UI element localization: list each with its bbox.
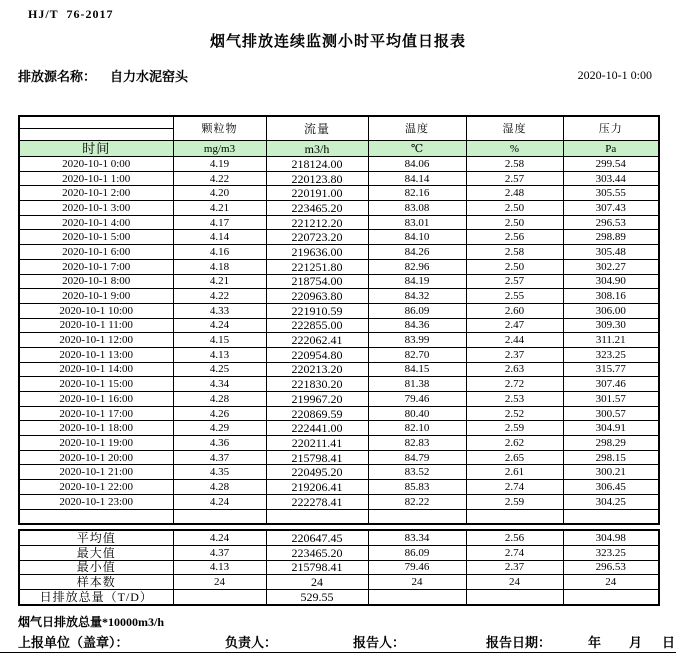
data-row bbox=[19, 230, 659, 245]
value-cell: 4.24 bbox=[173, 318, 266, 333]
year-label: 年 bbox=[588, 635, 602, 650]
page-title: 烟气排放连续监测小时平均值日报表 bbox=[209, 34, 466, 50]
value-cell: 83.08 bbox=[368, 201, 466, 216]
value-cell: 4.36 bbox=[173, 436, 266, 451]
time-cell: 2020-10-1 18:00 bbox=[19, 421, 173, 436]
value-cell: 220963.80 bbox=[266, 289, 368, 304]
value-cell: 84.14 bbox=[368, 171, 466, 186]
source-name-label: 排放源名称： bbox=[18, 69, 97, 84]
value-cell: 304.25 bbox=[563, 494, 659, 509]
value-cell: 4.24 bbox=[173, 494, 266, 509]
value-cell: 2.72 bbox=[466, 377, 563, 392]
value-cell: 2.62 bbox=[466, 436, 563, 451]
value-cell: 215798.41 bbox=[266, 450, 368, 465]
value-cell: 4.34 bbox=[173, 377, 266, 392]
value-cell: 311.21 bbox=[563, 333, 659, 348]
summary-table bbox=[18, 529, 660, 605]
value-cell bbox=[173, 589, 266, 604]
value-cell: 2.37 bbox=[466, 347, 563, 362]
time-cell: 2020-10-1 8:00 bbox=[19, 274, 173, 289]
data-row bbox=[19, 347, 659, 362]
data-row bbox=[19, 421, 659, 436]
value-cell: 82.83 bbox=[368, 436, 466, 451]
summary-label: 平均值 bbox=[19, 530, 173, 545]
data-row bbox=[19, 157, 659, 172]
value-cell: 4.28 bbox=[173, 392, 266, 407]
value-cell: 220213.20 bbox=[266, 362, 368, 377]
value-cell: 83.01 bbox=[368, 215, 466, 230]
summary-row bbox=[19, 545, 659, 560]
value-cell: 309.30 bbox=[563, 318, 659, 333]
value-cell: 84.15 bbox=[368, 362, 466, 377]
time-cell: 2020-10-1 0:00 bbox=[19, 157, 173, 172]
summary-label: 最大值 bbox=[19, 545, 173, 560]
responsible-person-label: 负责人： bbox=[225, 635, 278, 650]
value-cell: 2.50 bbox=[466, 259, 563, 274]
value-cell: 2.55 bbox=[466, 289, 563, 304]
data-row bbox=[19, 392, 659, 407]
value-cell: 84.32 bbox=[368, 289, 466, 304]
value-cell: 220211.41 bbox=[266, 436, 368, 451]
summary-row bbox=[19, 575, 659, 590]
day-label: 日 bbox=[662, 635, 676, 650]
value-cell: 82.22 bbox=[368, 494, 466, 509]
empty-cell bbox=[563, 509, 659, 524]
col-header-humidity: 湿度 bbox=[466, 116, 563, 141]
unit-humidity: % bbox=[466, 141, 563, 157]
reporting-unit-label: 上报单位（盖章）： bbox=[18, 635, 129, 650]
data-row bbox=[19, 333, 659, 348]
value-cell: 4.14 bbox=[173, 230, 266, 245]
value-cell: 2.74 bbox=[466, 545, 563, 560]
value-cell: 2.65 bbox=[466, 450, 563, 465]
time-cell: 2020-10-1 7:00 bbox=[19, 259, 173, 274]
value-cell: 4.20 bbox=[173, 186, 266, 201]
value-cell: 220495.20 bbox=[266, 465, 368, 480]
data-row bbox=[19, 436, 659, 451]
value-cell bbox=[563, 589, 659, 604]
summary-label: 最小值 bbox=[19, 560, 173, 575]
value-cell: 223465.20 bbox=[266, 545, 368, 560]
data-row bbox=[19, 289, 659, 304]
col-header-flow: 流量 bbox=[266, 116, 368, 141]
value-cell: 303.44 bbox=[563, 171, 659, 186]
value-cell: 221910.59 bbox=[266, 303, 368, 318]
data-row bbox=[19, 465, 659, 480]
value-cell: 2.56 bbox=[466, 230, 563, 245]
value-cell: 85.83 bbox=[368, 480, 466, 495]
value-cell: 2.48 bbox=[466, 186, 563, 201]
value-cell: 2.61 bbox=[466, 465, 563, 480]
value-cell: 220647.45 bbox=[266, 530, 368, 545]
value-cell: 83.34 bbox=[368, 530, 466, 545]
value-cell: 220123.80 bbox=[266, 171, 368, 186]
value-cell: 4.24 bbox=[173, 530, 266, 545]
value-cell: 24 bbox=[173, 575, 266, 590]
value-cell: 223465.20 bbox=[266, 201, 368, 216]
value-cell: 4.29 bbox=[173, 421, 266, 436]
value-cell: 220954.80 bbox=[266, 347, 368, 362]
value-cell: 4.33 bbox=[173, 303, 266, 318]
time-cell: 2020-10-1 21:00 bbox=[19, 465, 173, 480]
time-cell: 2020-10-1 13:00 bbox=[19, 347, 173, 362]
value-cell: 222278.41 bbox=[266, 494, 368, 509]
value-cell: 2.58 bbox=[466, 157, 563, 172]
value-cell: 219206.41 bbox=[266, 480, 368, 495]
time-cell: 2020-10-1 19:00 bbox=[19, 436, 173, 451]
value-cell: 82.96 bbox=[368, 259, 466, 274]
value-cell: 4.16 bbox=[173, 245, 266, 260]
value-cell: 2.44 bbox=[466, 333, 563, 348]
value-cell: 4.21 bbox=[173, 201, 266, 216]
unit-temperature: ℃ bbox=[368, 141, 466, 157]
value-cell: 2.53 bbox=[466, 392, 563, 407]
value-cell: 2.63 bbox=[466, 362, 563, 377]
col-header-temperature: 温度 bbox=[368, 116, 466, 141]
data-row bbox=[19, 450, 659, 465]
value-cell: 220723.20 bbox=[266, 230, 368, 245]
value-cell: 300.21 bbox=[563, 465, 659, 480]
time-cell: 2020-10-1 14:00 bbox=[19, 362, 173, 377]
time-cell: 2020-10-1 20:00 bbox=[19, 450, 173, 465]
value-cell: 4.22 bbox=[173, 171, 266, 186]
value-cell: 2.57 bbox=[466, 274, 563, 289]
empty-cell bbox=[368, 509, 466, 524]
value-cell: 305.55 bbox=[563, 186, 659, 201]
value-cell: 308.16 bbox=[563, 289, 659, 304]
value-cell: 219636.00 bbox=[266, 245, 368, 260]
value-cell: 323.25 bbox=[563, 545, 659, 560]
value-cell: 4.15 bbox=[173, 333, 266, 348]
value-cell: 307.43 bbox=[563, 201, 659, 216]
time-cell: 2020-10-1 16:00 bbox=[19, 392, 173, 407]
value-cell: 83.52 bbox=[368, 465, 466, 480]
time-cell: 2020-10-1 22:00 bbox=[19, 480, 173, 495]
value-cell: 222441.00 bbox=[266, 421, 368, 436]
value-cell: 299.54 bbox=[563, 157, 659, 172]
value-cell: 304.91 bbox=[563, 421, 659, 436]
time-cell: 2020-10-1 1:00 bbox=[19, 171, 173, 186]
value-cell: 220191.00 bbox=[266, 186, 368, 201]
time-cell: 2020-10-1 9:00 bbox=[19, 289, 173, 304]
value-cell: 84.10 bbox=[368, 230, 466, 245]
value-cell: 84.06 bbox=[368, 157, 466, 172]
value-cell: 529.55 bbox=[266, 589, 368, 604]
data-row bbox=[19, 274, 659, 289]
value-cell: 2.50 bbox=[466, 215, 563, 230]
units-row bbox=[19, 141, 659, 157]
standard-code: HJ/T 76-2017 bbox=[28, 7, 114, 21]
data-row bbox=[19, 186, 659, 201]
data-row bbox=[19, 362, 659, 377]
value-cell: 4.26 bbox=[173, 406, 266, 421]
col-header-pressure: 压力 bbox=[563, 116, 659, 141]
value-cell: 82.16 bbox=[368, 186, 466, 201]
value-cell: 84.26 bbox=[368, 245, 466, 260]
value-cell: 296.53 bbox=[563, 560, 659, 575]
value-cell: 4.21 bbox=[173, 274, 266, 289]
value-cell: 222062.41 bbox=[266, 333, 368, 348]
data-row bbox=[19, 318, 659, 333]
value-cell: 79.46 bbox=[368, 560, 466, 575]
time-cell: 2020-10-1 23:00 bbox=[19, 494, 173, 509]
value-cell: 4.28 bbox=[173, 480, 266, 495]
value-cell: 4.17 bbox=[173, 215, 266, 230]
time-cell: 2020-10-1 6:00 bbox=[19, 245, 173, 260]
value-cell: 2.56 bbox=[466, 530, 563, 545]
value-cell: 219967.20 bbox=[266, 392, 368, 407]
value-cell: 302.27 bbox=[563, 259, 659, 274]
data-row bbox=[19, 303, 659, 318]
value-cell: 2.37 bbox=[466, 560, 563, 575]
value-cell: 2.58 bbox=[466, 245, 563, 260]
time-cell: 2020-10-1 3:00 bbox=[19, 201, 173, 216]
value-cell: 4.19 bbox=[173, 157, 266, 172]
value-cell: 2.59 bbox=[466, 421, 563, 436]
time-cell: 2020-10-1 17:00 bbox=[19, 406, 173, 421]
empty-cell bbox=[466, 509, 563, 524]
value-cell: 24 bbox=[368, 575, 466, 590]
value-cell: 24 bbox=[563, 575, 659, 590]
reporter-label: 报告人： bbox=[353, 635, 406, 650]
time-column-header: 时间 bbox=[19, 141, 173, 157]
value-cell: 4.25 bbox=[173, 362, 266, 377]
value-cell: 4.22 bbox=[173, 289, 266, 304]
data-row bbox=[19, 480, 659, 495]
value-cell: 306.00 bbox=[563, 303, 659, 318]
value-cell: 86.09 bbox=[368, 303, 466, 318]
data-row bbox=[19, 377, 659, 392]
value-cell: 84.19 bbox=[368, 274, 466, 289]
value-cell: 304.98 bbox=[563, 530, 659, 545]
value-cell: 4.37 bbox=[173, 545, 266, 560]
value-cell: 4.37 bbox=[173, 450, 266, 465]
empty-cell bbox=[266, 509, 368, 524]
value-cell bbox=[466, 589, 563, 604]
time-cell: 2020-10-1 11:00 bbox=[19, 318, 173, 333]
data-row bbox=[19, 171, 659, 186]
month-label: 月 bbox=[629, 635, 643, 650]
value-cell: 2.57 bbox=[466, 171, 563, 186]
data-row bbox=[19, 215, 659, 230]
time-cell: 2020-10-1 4:00 bbox=[19, 215, 173, 230]
value-cell: 2.59 bbox=[466, 494, 563, 509]
unit-particulate: mg/m3 bbox=[173, 141, 266, 157]
data-row bbox=[19, 201, 659, 216]
value-cell: 79.46 bbox=[368, 392, 466, 407]
empty-cell bbox=[173, 509, 266, 524]
flow-unit-note: 烟气日排放总量*10000m3/h bbox=[18, 615, 165, 629]
value-cell: 306.45 bbox=[563, 480, 659, 495]
emission-source-row bbox=[18, 66, 188, 85]
value-cell: 84.36 bbox=[368, 318, 466, 333]
value-cell: 2.52 bbox=[466, 406, 563, 421]
value-cell: 215798.41 bbox=[266, 560, 368, 575]
time-cell: 2020-10-1 2:00 bbox=[19, 186, 173, 201]
value-cell: 220869.59 bbox=[266, 406, 368, 421]
value-cell: 222855.00 bbox=[266, 318, 368, 333]
report-table-area bbox=[18, 115, 658, 606]
time-cell: 2020-10-1 5:00 bbox=[19, 230, 173, 245]
value-cell: 2.47 bbox=[466, 318, 563, 333]
value-cell: 80.40 bbox=[368, 406, 466, 421]
value-cell: 298.15 bbox=[563, 450, 659, 465]
value-cell: 4.13 bbox=[173, 560, 266, 575]
value-cell: 221212.20 bbox=[266, 215, 368, 230]
value-cell: 323.25 bbox=[563, 347, 659, 362]
header-corner-bottom bbox=[19, 129, 173, 141]
value-cell: 218124.00 bbox=[266, 157, 368, 172]
value-cell: 81.38 bbox=[368, 377, 466, 392]
value-cell: 2.50 bbox=[466, 201, 563, 216]
value-cell: 298.29 bbox=[563, 436, 659, 451]
value-cell: 2.60 bbox=[466, 303, 563, 318]
value-cell: 83.99 bbox=[368, 333, 466, 348]
summary-row bbox=[19, 589, 659, 604]
unit-pressure: Pa bbox=[563, 141, 659, 157]
report-date-label: 报告日期： bbox=[486, 635, 552, 650]
report-table bbox=[18, 115, 660, 525]
summary-row bbox=[19, 560, 659, 575]
value-cell: 301.57 bbox=[563, 392, 659, 407]
time-cell: 2020-10-1 15:00 bbox=[19, 377, 173, 392]
report-datetime: 2020-10-1 0:00 bbox=[577, 68, 652, 82]
value-cell: 315.77 bbox=[563, 362, 659, 377]
value-cell: 305.48 bbox=[563, 245, 659, 260]
header-row-top bbox=[19, 116, 659, 129]
data-row bbox=[19, 259, 659, 274]
header-corner-top bbox=[19, 116, 173, 129]
value-cell: 84.79 bbox=[368, 450, 466, 465]
value-cell: 296.53 bbox=[563, 215, 659, 230]
unit-flow: m3/h bbox=[266, 141, 368, 157]
value-cell: 307.46 bbox=[563, 377, 659, 392]
empty-cell bbox=[19, 509, 173, 524]
value-cell: 221251.80 bbox=[266, 259, 368, 274]
time-cell: 2020-10-1 10:00 bbox=[19, 303, 173, 318]
data-row bbox=[19, 245, 659, 260]
value-cell: 24 bbox=[466, 575, 563, 590]
value-cell: 4.13 bbox=[173, 347, 266, 362]
summary-row bbox=[19, 530, 659, 545]
summary-label: 样本数 bbox=[19, 575, 173, 590]
value-cell: 82.70 bbox=[368, 347, 466, 362]
value-cell: 24 bbox=[266, 575, 368, 590]
data-row bbox=[19, 494, 659, 509]
value-cell: 82.10 bbox=[368, 421, 466, 436]
value-cell: 86.09 bbox=[368, 545, 466, 560]
time-cell: 2020-10-1 12:00 bbox=[19, 333, 173, 348]
value-cell: 298.89 bbox=[563, 230, 659, 245]
separator-row bbox=[19, 509, 659, 524]
col-header-particulate: 颗粒物 bbox=[173, 116, 266, 141]
value-cell: 304.90 bbox=[563, 274, 659, 289]
value-cell: 4.18 bbox=[173, 259, 266, 274]
data-row bbox=[19, 406, 659, 421]
page-bottom-rule bbox=[0, 652, 676, 653]
summary-label: 日排放总量（T/D） bbox=[19, 589, 173, 604]
value-cell: 221830.20 bbox=[266, 377, 368, 392]
value-cell bbox=[368, 589, 466, 604]
value-cell: 218754.00 bbox=[266, 274, 368, 289]
value-cell: 2.74 bbox=[466, 480, 563, 495]
value-cell: 4.35 bbox=[173, 465, 266, 480]
value-cell: 300.57 bbox=[563, 406, 659, 421]
source-name-value: 自力水泥窑头 bbox=[110, 69, 189, 84]
